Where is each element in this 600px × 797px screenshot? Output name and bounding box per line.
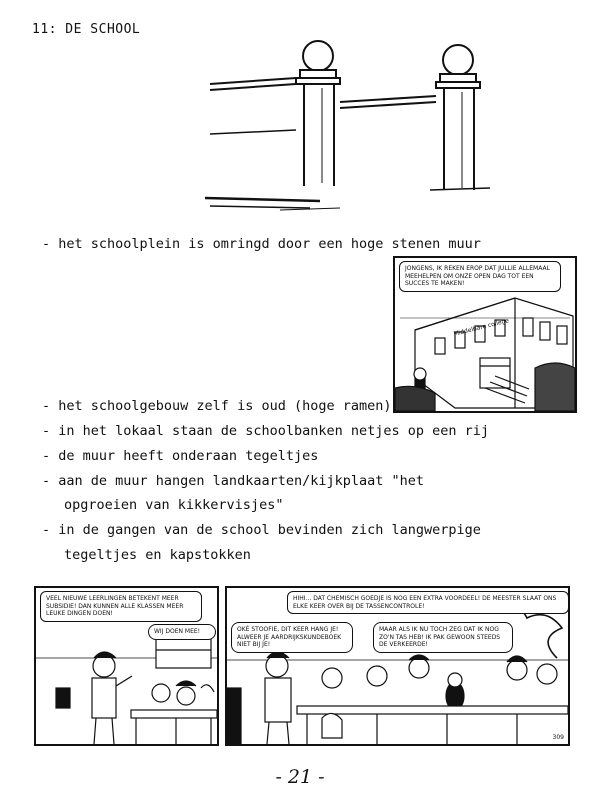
speech-balloon-pupils: WIJ DOEN MEE! <box>148 624 216 640</box>
school-name-sign: Middelbare college <box>452 317 510 338</box>
bullet-tegeltjes: - de muur heeft onderaan tegeltjes <box>42 448 319 464</box>
comic-panel-classroom-pupils <box>225 586 570 746</box>
comic-panel-school-building <box>393 256 577 413</box>
bullet-gangen-continued: tegeltjes en kapstokken <box>64 547 251 563</box>
page-number: - 21 - <box>275 766 325 788</box>
bullet-schoolgebouw: - het schoolgebouw zelf is oud (hoge ramen) <box>42 398 392 414</box>
bullet-schoolbanken: - in het lokaal staan de schoolbanken netjes op een rij <box>42 423 490 439</box>
bullet-schoolplein: - het schoolplein is omringd door een hoge stenen muur <box>42 236 481 252</box>
speech-balloon-chemical: HIHI... DAT CHEMISCH GOEDJE IS NOG EEN EXTRA VOORDEEL! DE MEESTER SLAAT ONS ELKE KEER OVER BIJ DE TASSENCONTROLE! <box>287 591 569 614</box>
comic-panel-classroom-teacher <box>34 586 219 746</box>
comic-panel-number: 309 <box>552 734 564 741</box>
section-heading: 11: DE SCHOOL <box>32 22 141 37</box>
wall-pillars-illustration <box>200 38 500 218</box>
bullet-gangen: - in de gangen van de school bevinden zich langwerpige <box>42 522 481 538</box>
speech-balloon-teacher: VEEL NIEUWE LEERLINGEN BETEKENT MEER SUBSIDIE! DAN KUNNEN ALLE KLASSEN MEER LEUKE DINGEN DOEN! <box>40 591 202 622</box>
bullet-landkaarten-continued: opgroeien van kikkervisjes" <box>64 497 284 513</box>
speech-balloon-excuse: MAAR ALS IK NU TOCH ZEG DAT IK NOG ZO'N TAS HEB! IK PAK GEWOON STEEDS DE VERKEERDE! <box>373 622 513 653</box>
speech-balloon-top: JONGENS, IK REKEN EROP DAT JULLIE ALLEMAAL MEEHELPEN OM ONZE OPEN DAG TOT EEN SUCCES TE MAKEN! <box>399 261 561 292</box>
bullet-landkaarten: - aan de muur hangen landkaarten/kijkplaat "het <box>42 473 425 489</box>
speech-balloon-teacher-angry: OKÉ STOOFIE, DIT KEER HANG JE! ALWEER JE AARDRIJKSKUNDEBOEK NIET BIJ JE! <box>231 622 353 653</box>
